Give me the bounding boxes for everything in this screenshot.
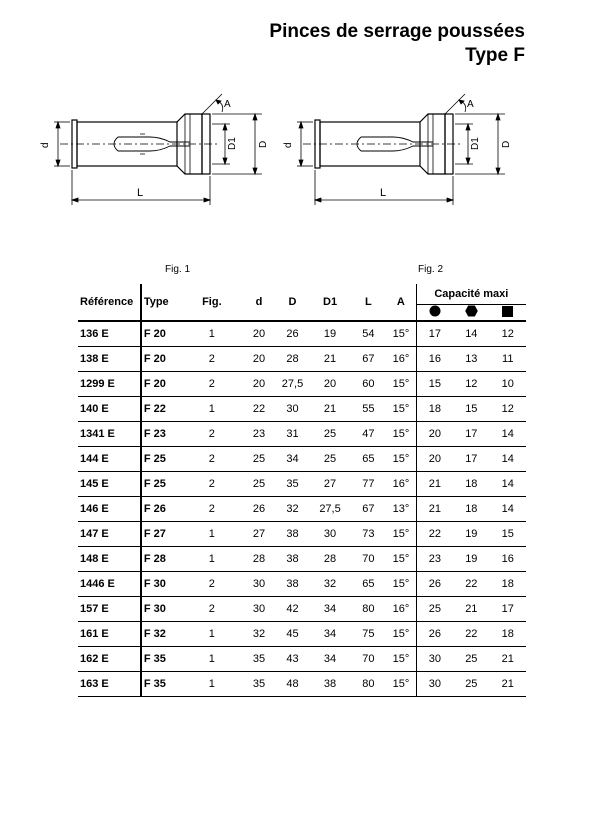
cell-type: F 23 bbox=[141, 422, 182, 447]
cell-d: 22 bbox=[242, 397, 275, 422]
cell-d: 26 bbox=[242, 497, 275, 522]
cell-D1: 34 bbox=[309, 597, 350, 622]
table-row bbox=[78, 597, 526, 622]
cell-type: F 32 bbox=[141, 622, 182, 647]
col-D: D bbox=[276, 284, 310, 321]
cell-capacity-square: 15 bbox=[490, 522, 526, 547]
cell-A: 13° bbox=[386, 497, 416, 522]
cell-fig: 2 bbox=[181, 447, 242, 472]
page-subtitle: Type F bbox=[465, 45, 525, 66]
cell-reference: 1446 E bbox=[78, 572, 141, 597]
cell-D1: 32 bbox=[309, 572, 350, 597]
cell-capacity-round: 20 bbox=[416, 422, 453, 447]
table-row bbox=[78, 347, 526, 372]
table-row bbox=[78, 372, 526, 397]
cell-d: 28 bbox=[242, 547, 275, 572]
table-row bbox=[78, 547, 526, 572]
figure-1-l-label: L bbox=[137, 187, 144, 199]
cell-D: 26 bbox=[276, 321, 310, 347]
collet-spec-table bbox=[78, 284, 526, 697]
cell-d: 32 bbox=[242, 622, 275, 647]
cell-type: F 30 bbox=[141, 572, 182, 597]
cell-D: 31 bbox=[276, 422, 310, 447]
table-header-row bbox=[78, 284, 526, 305]
cell-D1: 38 bbox=[309, 672, 350, 697]
cell-type: F 30 bbox=[141, 597, 182, 622]
cell-reference: 144 E bbox=[78, 447, 141, 472]
cell-capacity-round: 16 bbox=[416, 347, 453, 372]
cell-L: 67 bbox=[351, 347, 386, 372]
table-row bbox=[78, 397, 526, 422]
cell-D1: 21 bbox=[309, 347, 350, 372]
cell-type: F 25 bbox=[141, 447, 182, 472]
cell-capacity-round: 23 bbox=[416, 547, 453, 572]
figure-1-dd-label: D bbox=[258, 140, 269, 148]
cell-D1: 30 bbox=[309, 522, 350, 547]
col-capacity: Capacité maxi bbox=[416, 284, 526, 305]
cell-capacity-square: 14 bbox=[490, 422, 526, 447]
cell-type: F 27 bbox=[141, 522, 182, 547]
cell-L: 70 bbox=[351, 647, 386, 672]
cell-capacity-square: 14 bbox=[490, 472, 526, 497]
figure-2-caption: Fig. 2 bbox=[418, 264, 444, 275]
cell-fig: 1 bbox=[181, 672, 242, 697]
cell-d: 30 bbox=[242, 597, 275, 622]
cell-capacity-round: 26 bbox=[416, 622, 453, 647]
cell-A: 15° bbox=[386, 622, 416, 647]
cell-D1: 28 bbox=[309, 547, 350, 572]
cell-L: 75 bbox=[351, 622, 386, 647]
cell-A: 15° bbox=[386, 522, 416, 547]
cell-A: 15° bbox=[386, 672, 416, 697]
cell-capacity-square: 10 bbox=[490, 372, 526, 397]
table-row bbox=[78, 572, 526, 597]
figure-2-d-label: d bbox=[283, 142, 294, 148]
cell-capacity-square: 21 bbox=[490, 672, 526, 697]
figure-2-d1-label: D1 bbox=[470, 137, 481, 150]
cell-capacity-hex: 17 bbox=[453, 422, 489, 447]
cell-capacity-round: 20 bbox=[416, 447, 453, 472]
cell-reference: 162 E bbox=[78, 647, 141, 672]
cell-A: 15° bbox=[386, 647, 416, 672]
cell-fig: 2 bbox=[181, 472, 242, 497]
cell-L: 67 bbox=[351, 497, 386, 522]
cell-capacity-hex: 15 bbox=[453, 397, 489, 422]
table-row bbox=[78, 672, 526, 697]
cell-d: 30 bbox=[242, 572, 275, 597]
cell-D1: 25 bbox=[309, 447, 350, 472]
cell-capacity-hex: 25 bbox=[453, 672, 489, 697]
col-L: L bbox=[351, 284, 386, 321]
cell-D: 38 bbox=[276, 572, 310, 597]
cell-fig: 1 bbox=[181, 522, 242, 547]
cell-A: 15° bbox=[386, 572, 416, 597]
col-reference: Référence bbox=[78, 284, 141, 321]
cell-reference: 157 E bbox=[78, 597, 141, 622]
cell-d: 25 bbox=[242, 472, 275, 497]
figure-2-dd-label: D bbox=[501, 140, 512, 148]
cell-L: 47 bbox=[351, 422, 386, 447]
cell-d: 20 bbox=[242, 372, 275, 397]
cell-fig: 2 bbox=[181, 497, 242, 522]
figure-1-caption: Fig. 1 bbox=[165, 264, 191, 275]
cell-fig: 1 bbox=[181, 397, 242, 422]
cell-L: 80 bbox=[351, 597, 386, 622]
cell-A: 15° bbox=[386, 397, 416, 422]
cell-L: 60 bbox=[351, 372, 386, 397]
cell-A: 15° bbox=[386, 321, 416, 347]
cell-capacity-hex: 25 bbox=[453, 647, 489, 672]
page-title: Pinces de serrage poussées bbox=[269, 21, 525, 42]
cell-capacity-hex: 12 bbox=[453, 372, 489, 397]
cell-capacity-round: 30 bbox=[416, 672, 453, 697]
cell-capacity-round: 17 bbox=[416, 321, 453, 347]
cell-reference: 163 E bbox=[78, 672, 141, 697]
cell-L: 65 bbox=[351, 447, 386, 472]
cell-fig: 1 bbox=[181, 647, 242, 672]
cell-fig: 2 bbox=[181, 372, 242, 397]
table-row bbox=[78, 622, 526, 647]
cell-capacity-round: 21 bbox=[416, 497, 453, 522]
col-type: Type bbox=[141, 284, 182, 321]
table-row bbox=[78, 497, 526, 522]
cell-L: 70 bbox=[351, 547, 386, 572]
cell-type: F 28 bbox=[141, 547, 182, 572]
cell-D1: 34 bbox=[309, 622, 350, 647]
cell-fig: 1 bbox=[181, 622, 242, 647]
cell-L: 55 bbox=[351, 397, 386, 422]
figure-1-a-label: A bbox=[224, 99, 231, 110]
cell-reference: 146 E bbox=[78, 497, 141, 522]
cell-D1: 27 bbox=[309, 472, 350, 497]
cell-fig: 2 bbox=[181, 422, 242, 447]
cell-fig: 2 bbox=[181, 597, 242, 622]
cell-D1: 34 bbox=[309, 647, 350, 672]
cell-D: 28 bbox=[276, 347, 310, 372]
cell-d: 20 bbox=[242, 321, 275, 347]
cell-capacity-square: 16 bbox=[490, 547, 526, 572]
cell-capacity-square: 14 bbox=[490, 447, 526, 472]
cell-L: 73 bbox=[351, 522, 386, 547]
cell-L: 54 bbox=[351, 321, 386, 347]
cell-L: 77 bbox=[351, 472, 386, 497]
cell-D1: 27,5 bbox=[309, 497, 350, 522]
cell-capacity-hex: 22 bbox=[453, 622, 489, 647]
cell-capacity-square: 17 bbox=[490, 597, 526, 622]
cell-reference: 1341 E bbox=[78, 422, 141, 447]
cell-capacity-hex: 14 bbox=[453, 321, 489, 347]
cell-capacity-round: 25 bbox=[416, 597, 453, 622]
cell-D: 48 bbox=[276, 672, 310, 697]
figure-1-d1-label: D1 bbox=[227, 137, 238, 150]
square-icon bbox=[490, 305, 526, 322]
cell-reference: 145 E bbox=[78, 472, 141, 497]
cell-D1: 25 bbox=[309, 422, 350, 447]
figure-1-drawing bbox=[40, 90, 280, 220]
cell-capacity-square: 11 bbox=[490, 347, 526, 372]
cell-type: F 25 bbox=[141, 472, 182, 497]
cell-capacity-hex: 22 bbox=[453, 572, 489, 597]
cell-D1: 20 bbox=[309, 372, 350, 397]
cell-reference: 140 E bbox=[78, 397, 141, 422]
cell-D: 30 bbox=[276, 397, 310, 422]
circle-icon bbox=[416, 305, 453, 322]
figure-2-a-label: A bbox=[467, 99, 474, 110]
cell-A: 15° bbox=[386, 547, 416, 572]
table-row bbox=[78, 321, 526, 347]
cell-reference: 136 E bbox=[78, 321, 141, 347]
cell-d: 35 bbox=[242, 647, 275, 672]
cell-D: 32 bbox=[276, 497, 310, 522]
cell-A: 16° bbox=[386, 347, 416, 372]
cell-reference: 161 E bbox=[78, 622, 141, 647]
cell-D: 35 bbox=[276, 472, 310, 497]
cell-capacity-hex: 19 bbox=[453, 522, 489, 547]
col-fig: Fig. bbox=[181, 284, 242, 321]
cell-capacity-hex: 18 bbox=[453, 497, 489, 522]
cell-type: F 35 bbox=[141, 647, 182, 672]
cell-A: 15° bbox=[386, 422, 416, 447]
cell-D: 34 bbox=[276, 447, 310, 472]
cell-fig: 1 bbox=[181, 547, 242, 572]
cell-capacity-square: 14 bbox=[490, 497, 526, 522]
cell-A: 16° bbox=[386, 597, 416, 622]
cell-A: 15° bbox=[386, 447, 416, 472]
cell-capacity-round: 18 bbox=[416, 397, 453, 422]
cell-d: 23 bbox=[242, 422, 275, 447]
cell-reference: 148 E bbox=[78, 547, 141, 572]
cell-capacity-square: 21 bbox=[490, 647, 526, 672]
cell-D: 38 bbox=[276, 547, 310, 572]
figure-2-drawing bbox=[283, 90, 523, 220]
cell-type: F 22 bbox=[141, 397, 182, 422]
cell-capacity-round: 15 bbox=[416, 372, 453, 397]
col-D1: D1 bbox=[309, 284, 350, 321]
cell-D: 38 bbox=[276, 522, 310, 547]
cell-D: 45 bbox=[276, 622, 310, 647]
page-title-block bbox=[269, 20, 525, 68]
cell-D1: 21 bbox=[309, 397, 350, 422]
cell-capacity-round: 26 bbox=[416, 572, 453, 597]
cell-capacity-square: 12 bbox=[490, 321, 526, 347]
cell-D: 42 bbox=[276, 597, 310, 622]
cell-capacity-round: 21 bbox=[416, 472, 453, 497]
cell-D1: 19 bbox=[309, 321, 350, 347]
figure-1-d-label: d bbox=[40, 142, 51, 148]
cell-type: F 20 bbox=[141, 347, 182, 372]
cell-d: 35 bbox=[242, 672, 275, 697]
cell-capacity-square: 12 bbox=[490, 397, 526, 422]
cell-capacity-hex: 18 bbox=[453, 472, 489, 497]
col-A: A bbox=[386, 284, 416, 321]
cell-reference: 147 E bbox=[78, 522, 141, 547]
cell-type: F 35 bbox=[141, 672, 182, 697]
cell-capacity-hex: 17 bbox=[453, 447, 489, 472]
cell-fig: 2 bbox=[181, 572, 242, 597]
cell-capacity-square: 18 bbox=[490, 572, 526, 597]
cell-capacity-hex: 19 bbox=[453, 547, 489, 572]
table-row bbox=[78, 472, 526, 497]
cell-type: F 20 bbox=[141, 321, 182, 347]
cell-capacity-square: 18 bbox=[490, 622, 526, 647]
cell-A: 15° bbox=[386, 372, 416, 397]
cell-D: 43 bbox=[276, 647, 310, 672]
cell-A: 16° bbox=[386, 472, 416, 497]
table-row bbox=[78, 422, 526, 447]
table-row bbox=[78, 447, 526, 472]
cell-L: 65 bbox=[351, 572, 386, 597]
cell-fig: 1 bbox=[181, 321, 242, 347]
cell-type: F 20 bbox=[141, 372, 182, 397]
table-row bbox=[78, 522, 526, 547]
cell-capacity-hex: 13 bbox=[453, 347, 489, 372]
cell-type: F 26 bbox=[141, 497, 182, 522]
cell-d: 27 bbox=[242, 522, 275, 547]
figure-2-l-label: L bbox=[380, 187, 387, 199]
cell-reference: 138 E bbox=[78, 347, 141, 372]
cell-capacity-round: 22 bbox=[416, 522, 453, 547]
table-row bbox=[78, 647, 526, 672]
col-d: d bbox=[242, 284, 275, 321]
cell-fig: 2 bbox=[181, 347, 242, 372]
cell-reference: 1299 E bbox=[78, 372, 141, 397]
cell-D: 27,5 bbox=[276, 372, 310, 397]
cell-d: 25 bbox=[242, 447, 275, 472]
cell-capacity-hex: 21 bbox=[453, 597, 489, 622]
cell-d: 20 bbox=[242, 347, 275, 372]
cell-L: 80 bbox=[351, 672, 386, 697]
hexagon-icon bbox=[453, 305, 489, 322]
cell-capacity-round: 30 bbox=[416, 647, 453, 672]
